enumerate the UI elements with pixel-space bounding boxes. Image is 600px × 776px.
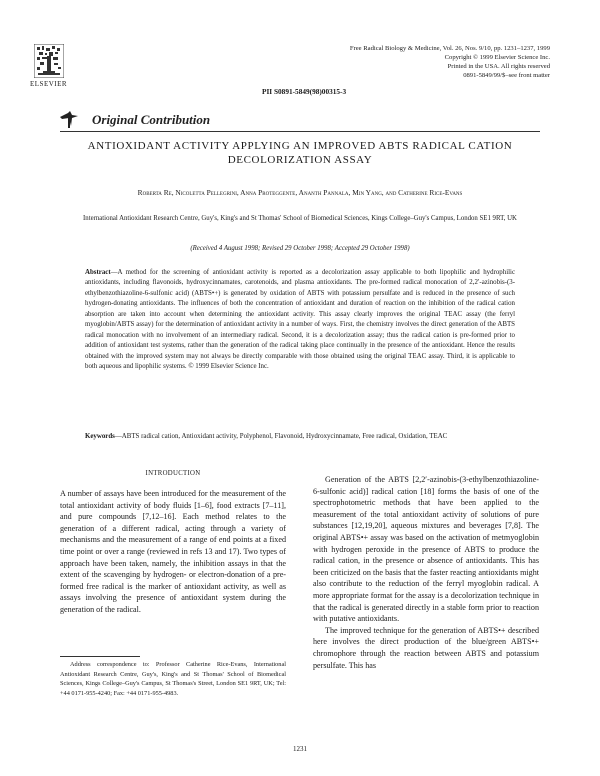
abstract [85, 268, 515, 373]
abstract-label: Abstract [85, 269, 111, 276]
received-text: (Received 4 August 1998; Revised 29 October 1998; Accepted 29 October 1998) [190, 245, 410, 252]
body-paragraph-2: The improved technique for the generation of ABTS•+ described here involves the direct production of the blue/green ABTS•+ chromophore through the reaction between ABTS and potassium persulfate. This has [313, 625, 539, 670]
article-title: ANTIOXIDANT ACTIVITY APPLYING AN IMPROVED ABTS RADICAL CATION DECOLORIZATION ASSAY [87, 140, 513, 166]
footnote-rule [60, 656, 140, 657]
elsevier-tree-logo-icon [34, 44, 64, 78]
keywords-label: Keywords [85, 433, 115, 440]
keywords [85, 432, 515, 442]
affiliation: International Antioxidant Research Centre, Guy's, King's and St Thomas' School of Biomedical Sciences, Kings College–Guy's Campus, London SE1 9RT, UK [83, 215, 517, 222]
journal-header [250, 44, 550, 80]
abstract-text: —A method for the screening of antioxidant activity is reported as a decolorization assay applicable to both lipophilic and hydrophilic antioxidants, including flavonoids, hydroxycinnamates, carotenoids, and plasma antioxidants. The pre-formed radical monocation of 2,2′-azinobis-(3-ethylbenzothiazoline-6-sulfonic acid) (ABTS•+) is generated by oxidation of ABTS with potassium persulfate and is reduced in the presence of such hydrogen-donating antioxidants. The influences of both the concentration of antioxidant and duration of reaction on the inhibition of the radical cation absorption are taken into account when determining the antioxidant activity. This assay clearly improves the original TEAC assay (the ferryl myoglobin/ABTS assay) for the determination of antioxidant activity in a number of ways. First, the chemistry involves the direct generation of the ABTS radical monocation with no involvement of an intermediary radical. Second, it is a decolorization assay; thus the radical cation is pre-formed prior to addition of antioxidant test systems, rather than the generation of the radical taking place continually in the presence of the antioxidant. Hence the results obtained with the improved system may not always be directly comparable with those obtained using the original TEAC assay. Third, it is applicable to both aqueous and lipophilic systems. © 1999 Elsevier Science Inc. [85, 269, 515, 371]
journal-citation: Free Radical Biology & Medicine, Vol. 26, Nos. 9/10, pp. 1231–1237, 1999 [349, 45, 550, 52]
left-column [60, 488, 286, 616]
issn-line: 0891-5849/99/$–see front matter [463, 72, 550, 79]
section-title: Original Contribution [92, 112, 211, 127]
publisher-name: ELSEVIER [30, 80, 68, 88]
author-list: Roberta Re, Nicoletta Pellegrini, Anna Proteggente, Ananth Pannala, Min Yang, and Catherine Rice-Evans [137, 188, 463, 197]
keywords-text: —ABTS radical cation, Antioxidant activity, Polyphenol, Flavonoid, Hydroxycinnamate, Free radical, Oxidation, TEAC [114, 433, 448, 440]
page-number: 1231 [293, 745, 307, 753]
introduction-paragraph: A number of assays have been introduced for the measurement of the total antioxidant activity of body fluids [1–6], food extracts [7–11], and pure compounds [7,12–16]. Each method relates to the generation of a different radical, acting through a variety of mechanisms and the measurement of a range of end points at a fixed time point or over a range (reviewed in refs 13 and 17). Two types of approach have been taken, namely, the inhibition assays in that the extent of the scavenging by hydrogen- or electron-donation of a pre-formed free radical is the marker of antioxidant activity, as well as assays involving the presence of antioxidant system during the generation of the radical. [60, 489, 286, 614]
copyright-line: Copyright © 1999 Elsevier Science Inc. [444, 54, 550, 61]
correspondence-footnote: Address correspondence to: Professor Catherine Rice-Evans, International Antioxidant Research Centre, Guy's, King's and St Thomas' School of Biomedical Sciences, Kings College–Guy's Campus, St Thomas's Street, London SE1 9RT, UK; Tel: +44 0171-955-4240; Fax: +44 0171-955-4983. [60, 661, 286, 697]
body-paragraph-1: Generation of the ABTS [2,2′-azinobis-(3-ethylbenzothiazoline-6-sulfonic acid)] radical cation [18] forms the basis of one of the spectrophotometric methods that have been applied to the measurement of the total antioxidant activity of solutions of pure substances [12,19,20], aqueous mixtures and beverages [7,8]. The original ABTS•+ assay was based on the activation of metmyoglobin with hydrogen peroxide in the presence of ABTS to produce the radical cation, in the presence or absence of antioxidants. This has been criticized on the basis that the faster reacting antioxidants might also contribute to the reduction of the ferryl myoglobin radical. A more appropriate format for the assay is a decolorization technique in that the radical is generated directly in a stable form prior to reaction with putative antioxidants. [313, 475, 539, 624]
introduction-heading: INTRODUCTION [145, 470, 201, 477]
printed-line: Printed in the USA. All rights reserved [447, 63, 550, 70]
pii-identifier: PII S0891-5849(98)00315-3 [262, 87, 347, 96]
right-column [313, 474, 539, 671]
section-rule [60, 131, 540, 132]
received-dates [60, 245, 540, 252]
pen-nib-icon [58, 109, 80, 129]
